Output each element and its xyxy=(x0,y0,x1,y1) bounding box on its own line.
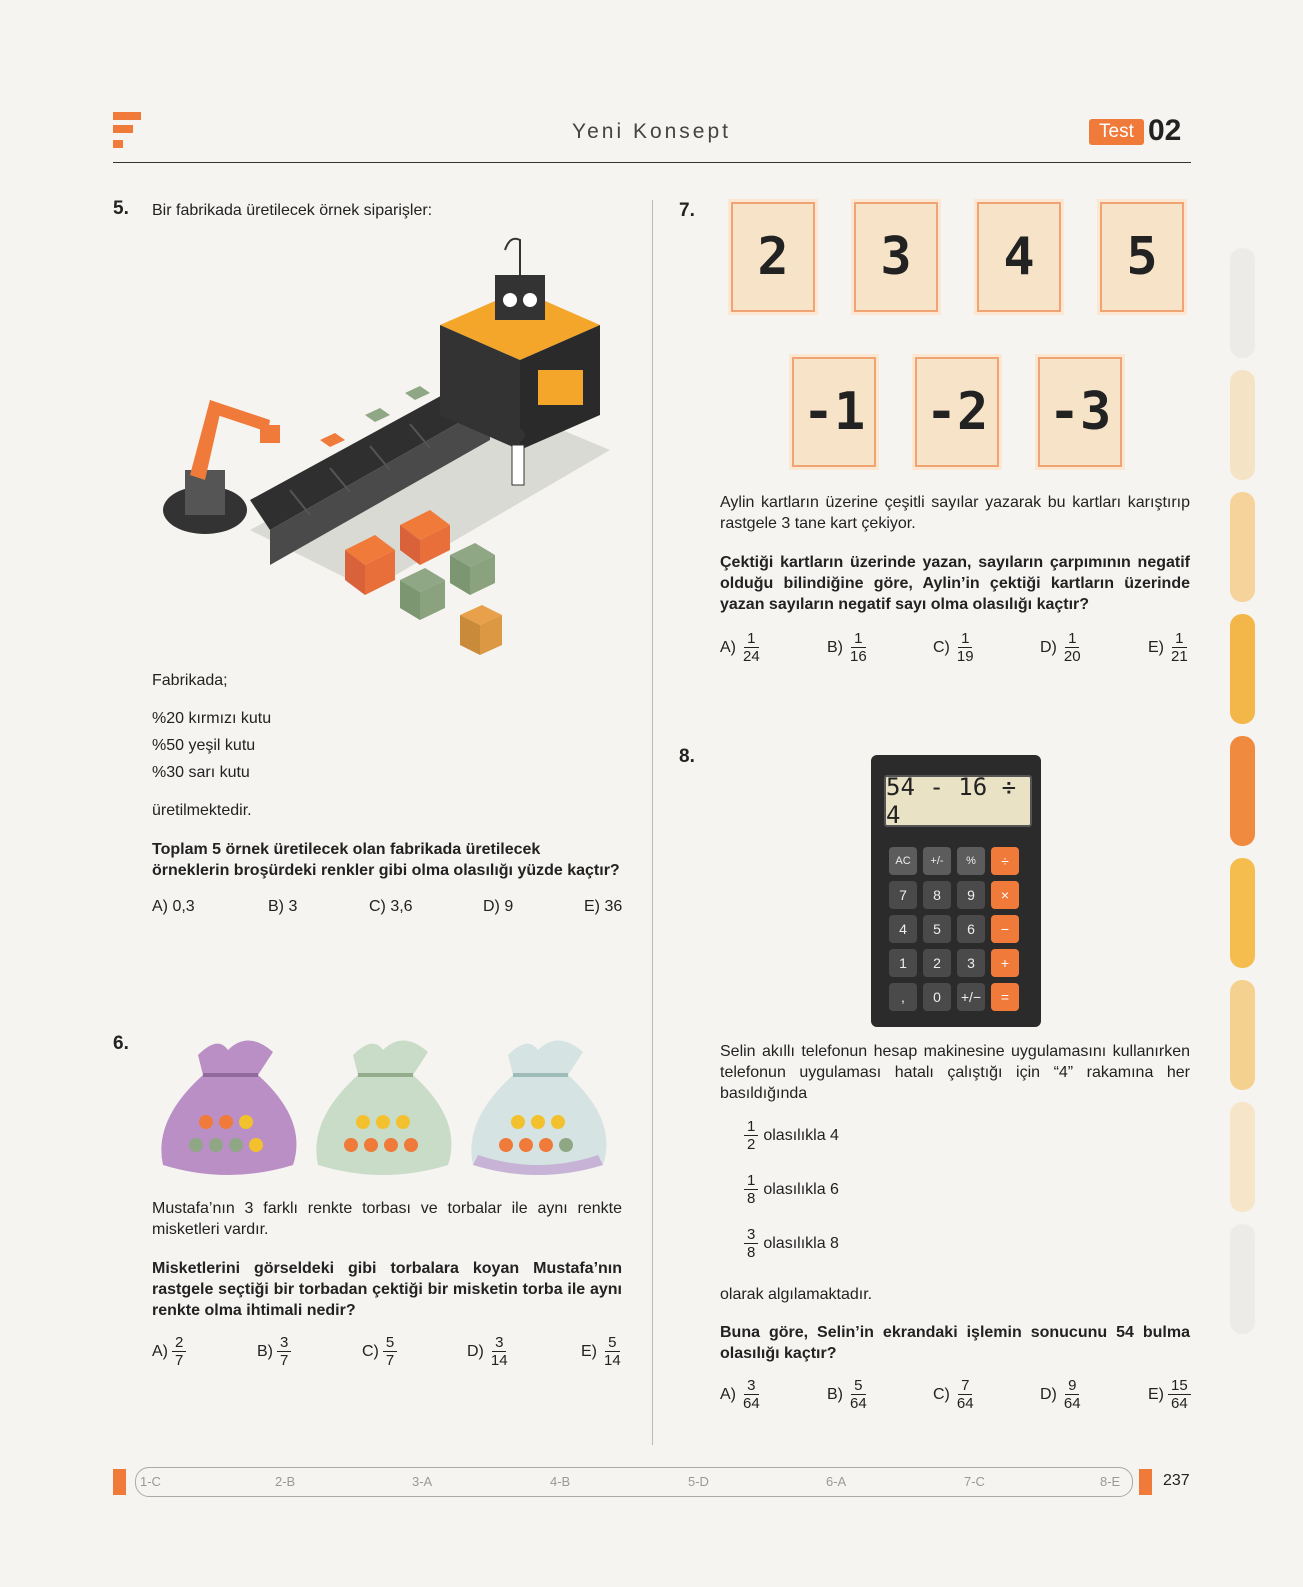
question-5-line-yellow: %30 sarı kutu xyxy=(152,764,250,781)
option-label: B) xyxy=(827,638,843,656)
calc-key: 7 xyxy=(889,881,917,909)
denominator: 64 xyxy=(1063,1395,1081,1412)
question-6-option-d[interactable] xyxy=(467,1334,511,1369)
test-number: 02 xyxy=(1148,114,1182,147)
number-card: 3 xyxy=(854,202,938,312)
calculator-illustration xyxy=(871,755,1041,1027)
question-8-option-a[interactable] xyxy=(720,1377,763,1412)
question-5-line-red: %20 kırmızı kutu xyxy=(152,710,272,727)
numerator: 5 xyxy=(851,1377,865,1395)
numerator: 1 xyxy=(1065,630,1079,648)
option-label: A) xyxy=(720,638,736,656)
numerator: 1 xyxy=(851,630,865,648)
question-8-option-b[interactable] xyxy=(827,1377,870,1412)
numerator: 1 xyxy=(744,1118,758,1136)
numerator: 1 xyxy=(958,630,972,648)
denominator: 7 xyxy=(385,1352,395,1369)
calc-key: 9 xyxy=(957,881,985,909)
question-6-text: Mustafa’nın 3 farklı renkte torbası ve torbalar ile aynı renkte misketleri vardır. xyxy=(152,1200,622,1238)
denominator: 8 xyxy=(747,1190,756,1207)
numerator: 1 xyxy=(1172,630,1186,648)
column-divider xyxy=(652,200,653,1445)
numerator: 1 xyxy=(744,630,758,648)
header-divider xyxy=(113,162,1191,163)
calc-key: 1 xyxy=(889,949,917,977)
side-tab xyxy=(1230,980,1255,1090)
denominator: 64 xyxy=(1171,1395,1188,1412)
probability-line xyxy=(744,1226,839,1261)
question-5-option-d[interactable]: D) 9 xyxy=(483,898,514,915)
denominator: 64 xyxy=(956,1395,974,1412)
question-8-option-d[interactable] xyxy=(1040,1377,1084,1412)
option-label: E) xyxy=(581,1342,597,1360)
calc-key: 3 xyxy=(957,949,985,977)
denominator: 2 xyxy=(747,1136,756,1153)
answer-key-item: 2-B xyxy=(275,1474,296,1489)
option-label: A) xyxy=(720,1385,736,1403)
answer-key-item: 5-D xyxy=(688,1474,709,1489)
numerator: 9 xyxy=(1065,1377,1079,1395)
question-7-option-e[interactable] xyxy=(1148,630,1191,665)
answer-key-item: 8-E xyxy=(1100,1474,1121,1489)
numerator: 3 xyxy=(744,1226,758,1244)
calc-key: 2 xyxy=(923,949,951,977)
question-5-question: Toplam 5 örnek üretilecek olan fabrikada üretilecek örneklerin broşürdeki renkler gibi olma olasılığı yüzde kaçtır? xyxy=(152,841,620,879)
number-card: -2 xyxy=(915,357,999,467)
denominator: 64 xyxy=(850,1395,867,1412)
number-card: 2 xyxy=(731,202,815,312)
option-label: E) xyxy=(1148,1385,1164,1403)
numerator: 15 xyxy=(1168,1377,1191,1395)
question-6-option-b[interactable] xyxy=(257,1334,291,1369)
answer-bar-left-marker xyxy=(113,1469,126,1495)
numerator: 5 xyxy=(383,1334,397,1352)
question-8-text: Selin akıllı telefonun hesap makinesine uygulamasını kullanırken telefonun uygulaması hatalı çalıştığı için “4” rakamına her basıldığında xyxy=(720,1043,1190,1102)
calc-key: 8 xyxy=(923,881,951,909)
denominator: 7 xyxy=(175,1352,184,1369)
side-tab xyxy=(1230,614,1255,724)
number-card: -1 xyxy=(792,357,876,467)
side-tab xyxy=(1230,492,1255,602)
denominator: 14 xyxy=(604,1352,621,1369)
question-5-tail: üretilmektedir. xyxy=(152,802,252,819)
question-7-text: Aylin kartların üzerine çeşitli sayılar yazarak bu kartları karıştırıp rastgele 3 tane kart çekiyor. xyxy=(720,494,1190,532)
answer-bar-right-marker xyxy=(1139,1469,1152,1495)
probability-line xyxy=(744,1118,839,1153)
question-7-option-c[interactable] xyxy=(933,630,977,665)
number-card: 5 xyxy=(1100,202,1184,312)
option-label: D) xyxy=(1040,638,1057,656)
question-5-factory-label: Fabrikada; xyxy=(152,672,228,689)
question-7-option-a[interactable] xyxy=(720,630,763,665)
probability-text: olasılıkla 8 xyxy=(763,1234,839,1252)
question-6-option-c[interactable] xyxy=(362,1334,397,1369)
option-label: D) xyxy=(1040,1385,1057,1403)
question-8-question: Buna göre, Selin’in ekrandaki işlemin sonucunu 54 bulma olasılığı kaçtır? xyxy=(720,1324,1190,1362)
number-card: 4 xyxy=(977,202,1061,312)
calc-key: +/- xyxy=(923,847,951,875)
calc-key: % xyxy=(957,847,985,875)
denominator: 8 xyxy=(747,1244,756,1261)
option-label: B) xyxy=(257,1342,273,1360)
calc-key: +/− xyxy=(957,983,985,1011)
calculator-screen: 54 - 16 ÷ 4 xyxy=(884,775,1032,827)
probability-text: olasılıkla 6 xyxy=(763,1180,839,1198)
answer-key-item: 3-A xyxy=(412,1474,433,1489)
question-7-option-b[interactable] xyxy=(827,630,870,665)
numerator: 3 xyxy=(492,1334,506,1352)
calc-key: × xyxy=(991,881,1019,909)
question-6-question: Misketlerini görseldeki gibi torbalara koyan Mustafa’nın rastgele seçtiği bir torbadan çektiği bir misketin torba ile aynı renkte olma ihtimali nedir? xyxy=(152,1260,622,1319)
page-number: 237 xyxy=(1163,1472,1190,1489)
numerator: 3 xyxy=(277,1334,291,1352)
probability-line xyxy=(744,1172,839,1207)
side-tab xyxy=(1230,1224,1255,1334)
question-7-option-d[interactable] xyxy=(1040,630,1084,665)
answer-key-item: 1-C xyxy=(140,1474,161,1489)
probability-text: olasılıkla 4 xyxy=(763,1126,839,1144)
denominator: 19 xyxy=(956,648,974,665)
denominator: 20 xyxy=(1063,648,1081,665)
numerator: 2 xyxy=(172,1334,186,1352)
option-label: E) xyxy=(1148,638,1164,656)
calc-key: + xyxy=(991,949,1019,977)
answer-key-item: 4-B xyxy=(550,1474,571,1489)
question-8-option-c[interactable] xyxy=(933,1377,977,1412)
question-6-option-a[interactable] xyxy=(152,1334,186,1369)
answer-key-item: 6-A xyxy=(826,1474,847,1489)
option-label: C) xyxy=(362,1342,379,1360)
page-header-title: Yeni Konsept xyxy=(572,120,731,143)
calc-key: 4 xyxy=(889,915,917,943)
calc-key: AC xyxy=(889,847,917,875)
numerator: 7 xyxy=(958,1377,972,1395)
test-badge: Test xyxy=(1089,119,1144,145)
denominator: 21 xyxy=(1171,648,1188,665)
question-5-option-e[interactable]: E) 36 xyxy=(584,898,623,915)
side-tab xyxy=(1230,370,1255,480)
denominator: 14 xyxy=(490,1352,508,1369)
option-label: C) xyxy=(933,1385,950,1403)
question-6-number: 6. xyxy=(113,1033,129,1054)
denominator: 7 xyxy=(280,1352,289,1369)
marble-bags-illustration xyxy=(158,1030,618,1185)
calc-key: 0 xyxy=(923,983,951,1011)
question-8-option-e[interactable] xyxy=(1148,1377,1191,1412)
option-label: A) xyxy=(152,1342,168,1360)
denominator: 64 xyxy=(743,1395,760,1412)
calc-key: = xyxy=(991,983,1019,1011)
option-label: B) xyxy=(827,1385,843,1403)
option-label: C) xyxy=(933,638,950,656)
side-tab xyxy=(1230,1102,1255,1212)
side-tab xyxy=(1230,736,1255,846)
question-8-number: 8. xyxy=(679,746,695,767)
question-5-intro: Bir fabrikada üretilecek örnek siparişler: xyxy=(152,202,433,219)
answer-key-item: 7-C xyxy=(964,1474,985,1489)
calc-key: ÷ xyxy=(991,847,1019,875)
denominator: 16 xyxy=(850,648,867,665)
question-5-option-a[interactable]: A) 0,3 xyxy=(152,898,195,915)
side-tab xyxy=(1230,248,1255,358)
option-label: D) xyxy=(467,1342,484,1360)
numerator: 5 xyxy=(605,1334,619,1352)
question-8-tail: olarak algılamaktadır. xyxy=(720,1286,873,1303)
question-5-option-c[interactable]: C) 3,6 xyxy=(369,898,413,915)
numerator: 1 xyxy=(744,1172,758,1190)
calc-key: , xyxy=(889,983,917,1011)
question-5-line-green: %50 yeşil kutu xyxy=(152,737,256,754)
calc-key: 6 xyxy=(957,915,985,943)
number-card: -3 xyxy=(1038,357,1122,467)
question-5-number: 5. xyxy=(113,198,129,219)
calc-key: − xyxy=(991,915,1019,943)
calc-key: 5 xyxy=(923,915,951,943)
denominator: 24 xyxy=(743,648,760,665)
question-7-question: Çektiği kartların üzerinde yazan, sayıların çarpımının negatif olduğu bilindiğine göre, Aylin’in çektiği kartların üzerinde yazan sayıların negatif sayı olma olasılığı kaçtır? xyxy=(720,554,1190,613)
factory-illustration xyxy=(160,230,620,670)
numerator: 3 xyxy=(744,1377,758,1395)
question-5-option-b[interactable]: B) 3 xyxy=(268,898,298,915)
question-6-option-e[interactable] xyxy=(581,1334,624,1369)
side-tab xyxy=(1230,858,1255,968)
question-7-number: 7. xyxy=(679,200,695,221)
